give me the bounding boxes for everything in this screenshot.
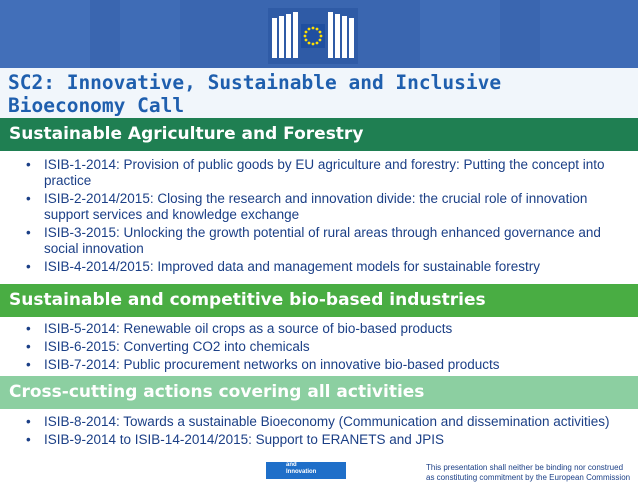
list-item: • ISIB-5-2014: Renewable oil crops as a source of bio-based products [26, 321, 626, 337]
footer-badge-line: and [286, 462, 297, 468]
list-item: • ISIB-9-2014 to ISIB-14-2014/2015: Support to ERANETS and JPIS [26, 432, 626, 448]
page-title: SC2: Innovative, Sustainable and Inclusive Bioeconomy Call [8, 71, 502, 117]
bullet-list [26, 321, 626, 375]
disclaimer [426, 463, 638, 483]
banner-stripe [0, 0, 90, 68]
footer-badge-line: Innovation [286, 469, 317, 475]
list-item: • ISIB-2-2014/2015: Closing the research and innovation divide: the crucial role of innovation support services and knowledge exchange [26, 191, 626, 223]
list-item: • ISIB-4-2014/2015: Improved data and management models for sustainable forestry [26, 259, 626, 275]
section-heading-bar [0, 118, 638, 151]
list-item: • ISIB-8-2014: Towards a sustainable Bioeconomy (Communication and dissemination activities) [26, 414, 626, 430]
list-item: • ISIB-1-2014: Provision of public goods by EU agriculture and forestry: Putting the concept into practice [26, 157, 626, 189]
list-item: • ISIB-7-2014: Public procurement networks on innovative bio-based products [26, 357, 626, 373]
european-commission-logo [268, 8, 358, 64]
bullet-list [26, 157, 626, 277]
section-heading-bar [0, 376, 638, 409]
list-item: • ISIB-3-2015: Unlocking the growth potential of rural areas through enhanced governance and social innovation [26, 225, 626, 257]
footer-badge [266, 462, 346, 479]
disclaimer-line: as constituting commitment by the European Commission [426, 473, 631, 482]
section-heading: Sustainable Agriculture and Forestry [9, 124, 364, 144]
banner-stripe [120, 0, 180, 68]
bullet-list [26, 414, 626, 450]
disclaimer-line: This presentation shall neither be binding nor construed [426, 463, 624, 472]
section-heading: Sustainable and competitive bio-based industries [9, 290, 486, 310]
section-heading-bar [0, 284, 638, 317]
header-banner [0, 0, 638, 68]
section-heading: Cross-cutting actions covering all activities [9, 382, 425, 402]
banner-stripe [420, 0, 500, 68]
list-item: • ISIB-6-2015: Converting CO2 into chemicals [26, 339, 626, 355]
banner-stripe [540, 0, 638, 68]
